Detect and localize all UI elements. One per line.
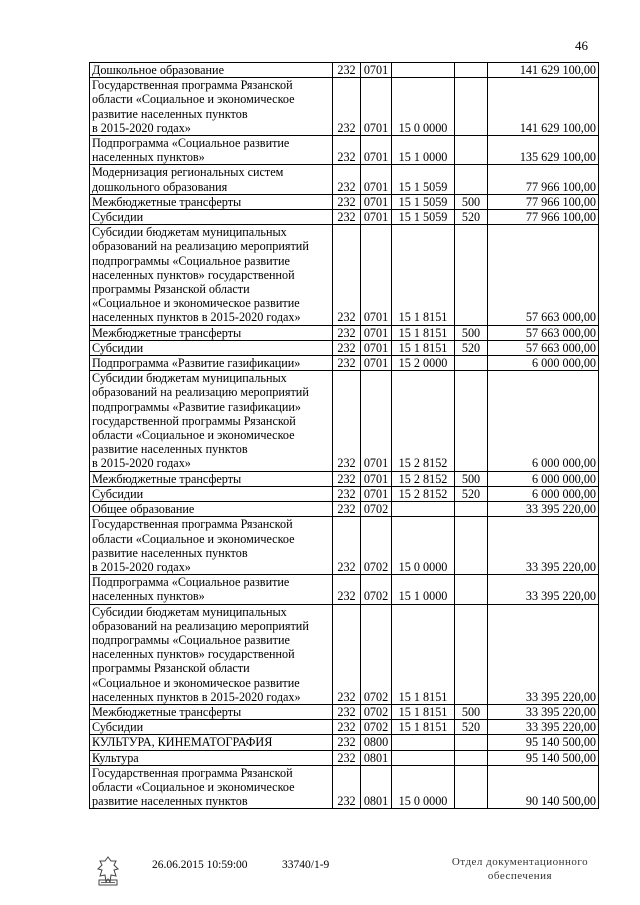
cell-target-article: 15 1 8151 — [392, 604, 455, 704]
cell-name: Субсидии бюджетам муниципальных образований на реализацию мероприятий подпрограммы «Социальное развитие населенных пунктов» государственной программы Рязанской области «Социальное и экономическое развитие населенных пунктов в 2015-2020 годах» — [90, 225, 333, 325]
table-row — [90, 502, 599, 517]
cell-amount: 90 140 500,00 — [488, 765, 599, 809]
cell-grbs: 232 — [333, 471, 361, 486]
cell-name: Подпрограмма «Социальное развитие населенных пунктов» — [90, 575, 333, 604]
budget-table-body — [90, 63, 599, 809]
cell-section: 0702 — [361, 517, 392, 575]
page-number: 46 — [575, 38, 588, 53]
cell-name: Субсидии — [90, 210, 333, 225]
cell-amount: 33 395 220,00 — [488, 704, 599, 719]
cell-grbs: 232 — [333, 356, 361, 371]
cell-expense-type: 520 — [455, 720, 488, 735]
cell-section: 0701 — [361, 63, 392, 78]
cell-target-article — [392, 735, 455, 750]
print-timestamp: 26.06.2015 10:59:00 — [152, 859, 248, 871]
cell-name: Межбюджетные трансферты — [90, 471, 333, 486]
cell-target-article: 15 0 0000 — [392, 765, 455, 809]
table-row — [90, 325, 599, 340]
cell-section: 0701 — [361, 210, 392, 225]
cell-expense-type — [455, 765, 488, 809]
cell-target-article: 15 1 8151 — [392, 325, 455, 340]
cell-grbs: 232 — [333, 750, 361, 765]
cell-amount: 33 395 220,00 — [488, 720, 599, 735]
cell-grbs: 232 — [333, 325, 361, 340]
cell-name: Общее образование — [90, 502, 333, 517]
table-row — [90, 720, 599, 735]
table-row — [90, 136, 599, 165]
cell-target-article: 15 0 0000 — [392, 517, 455, 575]
cell-target-article: 15 1 5059 — [392, 194, 455, 209]
cell-target-article: 15 2 8152 — [392, 471, 455, 486]
cell-section: 0701 — [361, 340, 392, 355]
cell-section: 0701 — [361, 371, 392, 471]
cell-name: Подпрограмма «Социальное развитие населенных пунктов» — [90, 136, 333, 165]
cell-expense-type — [455, 750, 488, 765]
cell-name: Субсидии — [90, 720, 333, 735]
cell-name: Субсидии бюджетам муниципальных образований на реализацию мероприятий подпрограммы «Социальное развитие населенных пунктов» государственной программы Рязанской области «Социальное и экономическое развитие населенных пунктов в 2015-2020 годах» — [90, 604, 333, 704]
cell-expense-type — [455, 136, 488, 165]
table-row — [90, 210, 599, 225]
cell-target-article: 15 1 0000 — [392, 136, 455, 165]
cell-name: Межбюджетные трансферты — [90, 704, 333, 719]
cell-target-article: 15 0 0000 — [392, 78, 455, 136]
stamp-line-2: обеспечения — [487, 870, 553, 882]
cell-section: 0702 — [361, 720, 392, 735]
cell-expense-type — [455, 604, 488, 704]
cell-name: Государственная программа Рязанской области «Социальное и экономическое развитие населенных пунктов — [90, 765, 333, 809]
cell-amount: 33 395 220,00 — [488, 502, 599, 517]
cell-expense-type: 500 — [455, 471, 488, 486]
table-row — [90, 356, 599, 371]
cell-expense-type: 500 — [455, 325, 488, 340]
cell-section: 0702 — [361, 704, 392, 719]
cell-name: Межбюджетные трансферты — [90, 325, 333, 340]
cell-amount: 33 395 220,00 — [488, 604, 599, 704]
cell-grbs: 232 — [333, 765, 361, 809]
cell-target-article: 15 1 5059 — [392, 210, 455, 225]
cell-grbs: 232 — [333, 165, 361, 194]
cell-target-article: 15 2 0000 — [392, 356, 455, 371]
cell-grbs: 232 — [333, 704, 361, 719]
cell-target-article: 15 1 8151 — [392, 720, 455, 735]
cell-amount: 6 000 000,00 — [488, 486, 599, 501]
cell-section: 0801 — [361, 750, 392, 765]
cell-target-article — [392, 750, 455, 765]
cell-section: 0800 — [361, 735, 392, 750]
cell-expense-type — [455, 735, 488, 750]
table-row — [90, 225, 599, 325]
cell-grbs: 232 — [333, 194, 361, 209]
cell-grbs: 232 — [333, 136, 361, 165]
cell-grbs: 232 — [333, 371, 361, 471]
department-stamp — [445, 855, 595, 883]
table-row — [90, 765, 599, 809]
cell-grbs: 232 — [333, 575, 361, 604]
cell-name: Межбюджетные трансферты — [90, 194, 333, 209]
cell-amount: 6 000 000,00 — [488, 371, 599, 471]
cell-expense-type — [455, 575, 488, 604]
cell-amount: 57 663 000,00 — [488, 225, 599, 325]
cell-name: Государственная программа Рязанской области «Социальное и экономическое развитие населенных пунктов в 2015-2020 годах» — [90, 78, 333, 136]
cell-amount: 77 966 100,00 — [488, 165, 599, 194]
cell-section: 0701 — [361, 78, 392, 136]
table-row — [90, 371, 599, 471]
cell-grbs: 232 — [333, 225, 361, 325]
cell-grbs: 232 — [333, 720, 361, 735]
cell-expense-type — [455, 63, 488, 78]
cell-section: 0701 — [361, 194, 392, 209]
cell-target-article: 15 1 8151 — [392, 225, 455, 325]
table-row — [90, 575, 599, 604]
cell-section: 0702 — [361, 575, 392, 604]
cell-grbs: 232 — [333, 210, 361, 225]
table-row — [90, 165, 599, 194]
table-row — [90, 340, 599, 355]
cell-name: Субсидии бюджетам муниципальных образований на реализацию мероприятий подпрограммы «Развитие газификации» государственной программы Рязанской области «Социальное и экономическое развитие населенных пунктов в 2015-2020 годах» — [90, 371, 333, 471]
cell-section: 0801 — [361, 765, 392, 809]
cell-amount: 77 966 100,00 — [488, 210, 599, 225]
cell-target-article: 15 1 5059 — [392, 165, 455, 194]
table-row — [90, 194, 599, 209]
cell-target-article: 15 1 8151 — [392, 340, 455, 355]
cell-amount: 33 395 220,00 — [488, 575, 599, 604]
cell-name: Подпрограмма «Развитие газификации» — [90, 356, 333, 371]
table-row — [90, 704, 599, 719]
cell-expense-type: 520 — [455, 486, 488, 501]
cell-amount: 6 000 000,00 — [488, 356, 599, 371]
cell-expense-type: 520 — [455, 340, 488, 355]
cell-grbs: 232 — [333, 486, 361, 501]
cell-target-article: 15 2 8152 — [392, 371, 455, 471]
cell-grbs: 232 — [333, 78, 361, 136]
cell-name: Модернизация региональных систем дошкольного образования — [90, 165, 333, 194]
cell-expense-type — [455, 371, 488, 471]
cell-section: 0702 — [361, 604, 392, 704]
cell-target-article — [392, 502, 455, 517]
cell-name: Государственная программа Рязанской области «Социальное и экономическое развитие населенных пунктов в 2015-2020 годах» — [90, 517, 333, 575]
table-row — [90, 517, 599, 575]
cell-section: 0701 — [361, 136, 392, 165]
cell-section: 0701 — [361, 471, 392, 486]
cell-grbs: 232 — [333, 340, 361, 355]
cell-name: Дошкольное образование — [90, 63, 333, 78]
cell-name: Культура — [90, 750, 333, 765]
table-row — [90, 471, 599, 486]
cell-section: 0701 — [361, 356, 392, 371]
page-footer — [0, 855, 640, 905]
cell-amount: 95 140 500,00 — [488, 750, 599, 765]
budget-table — [89, 62, 599, 809]
cell-amount: 141 629 100,00 — [488, 78, 599, 136]
table-row — [90, 735, 599, 750]
cell-amount: 141 629 100,00 — [488, 63, 599, 78]
cell-expense-type: 520 — [455, 210, 488, 225]
cell-amount: 57 663 000,00 — [488, 325, 599, 340]
cell-target-article — [392, 63, 455, 78]
cell-section: 0701 — [361, 486, 392, 501]
cell-section: 0702 — [361, 502, 392, 517]
stamp-line-1: Отдел документационного — [451, 856, 589, 868]
cell-target-article: 15 1 0000 — [392, 575, 455, 604]
cell-expense-type — [455, 517, 488, 575]
cell-expense-type: 500 — [455, 194, 488, 209]
cell-expense-type — [455, 502, 488, 517]
cell-grbs: 232 — [333, 63, 361, 78]
table-row — [90, 750, 599, 765]
cell-section: 0701 — [361, 165, 392, 194]
cell-grbs: 232 — [333, 517, 361, 575]
cell-grbs: 232 — [333, 735, 361, 750]
cell-section: 0701 — [361, 225, 392, 325]
table-row — [90, 604, 599, 704]
cell-amount: 57 663 000,00 — [488, 340, 599, 355]
cell-amount: 135 629 100,00 — [488, 136, 599, 165]
document-id: 33740/1-9 — [282, 859, 330, 871]
cell-amount: 6 000 000,00 — [488, 471, 599, 486]
cell-expense-type — [455, 225, 488, 325]
cell-target-article: 15 2 8152 — [392, 486, 455, 501]
cell-name: Субсидии — [90, 340, 333, 355]
cell-grbs: 232 — [333, 604, 361, 704]
cell-expense-type — [455, 356, 488, 371]
table-row — [90, 63, 599, 78]
cell-amount: 95 140 500,00 — [488, 735, 599, 750]
cell-expense-type — [455, 165, 488, 194]
coat-of-arms-icon — [95, 855, 121, 887]
table-row — [90, 486, 599, 501]
cell-amount: 33 395 220,00 — [488, 517, 599, 575]
table-row — [90, 78, 599, 136]
cell-target-article: 15 1 8151 — [392, 704, 455, 719]
cell-section: 0701 — [361, 325, 392, 340]
cell-expense-type — [455, 78, 488, 136]
cell-grbs: 232 — [333, 502, 361, 517]
cell-name: КУЛЬТУРА, КИНЕМАТОГРАФИЯ — [90, 735, 333, 750]
cell-expense-type: 500 — [455, 704, 488, 719]
cell-name: Субсидии — [90, 486, 333, 501]
cell-amount: 77 966 100,00 — [488, 194, 599, 209]
